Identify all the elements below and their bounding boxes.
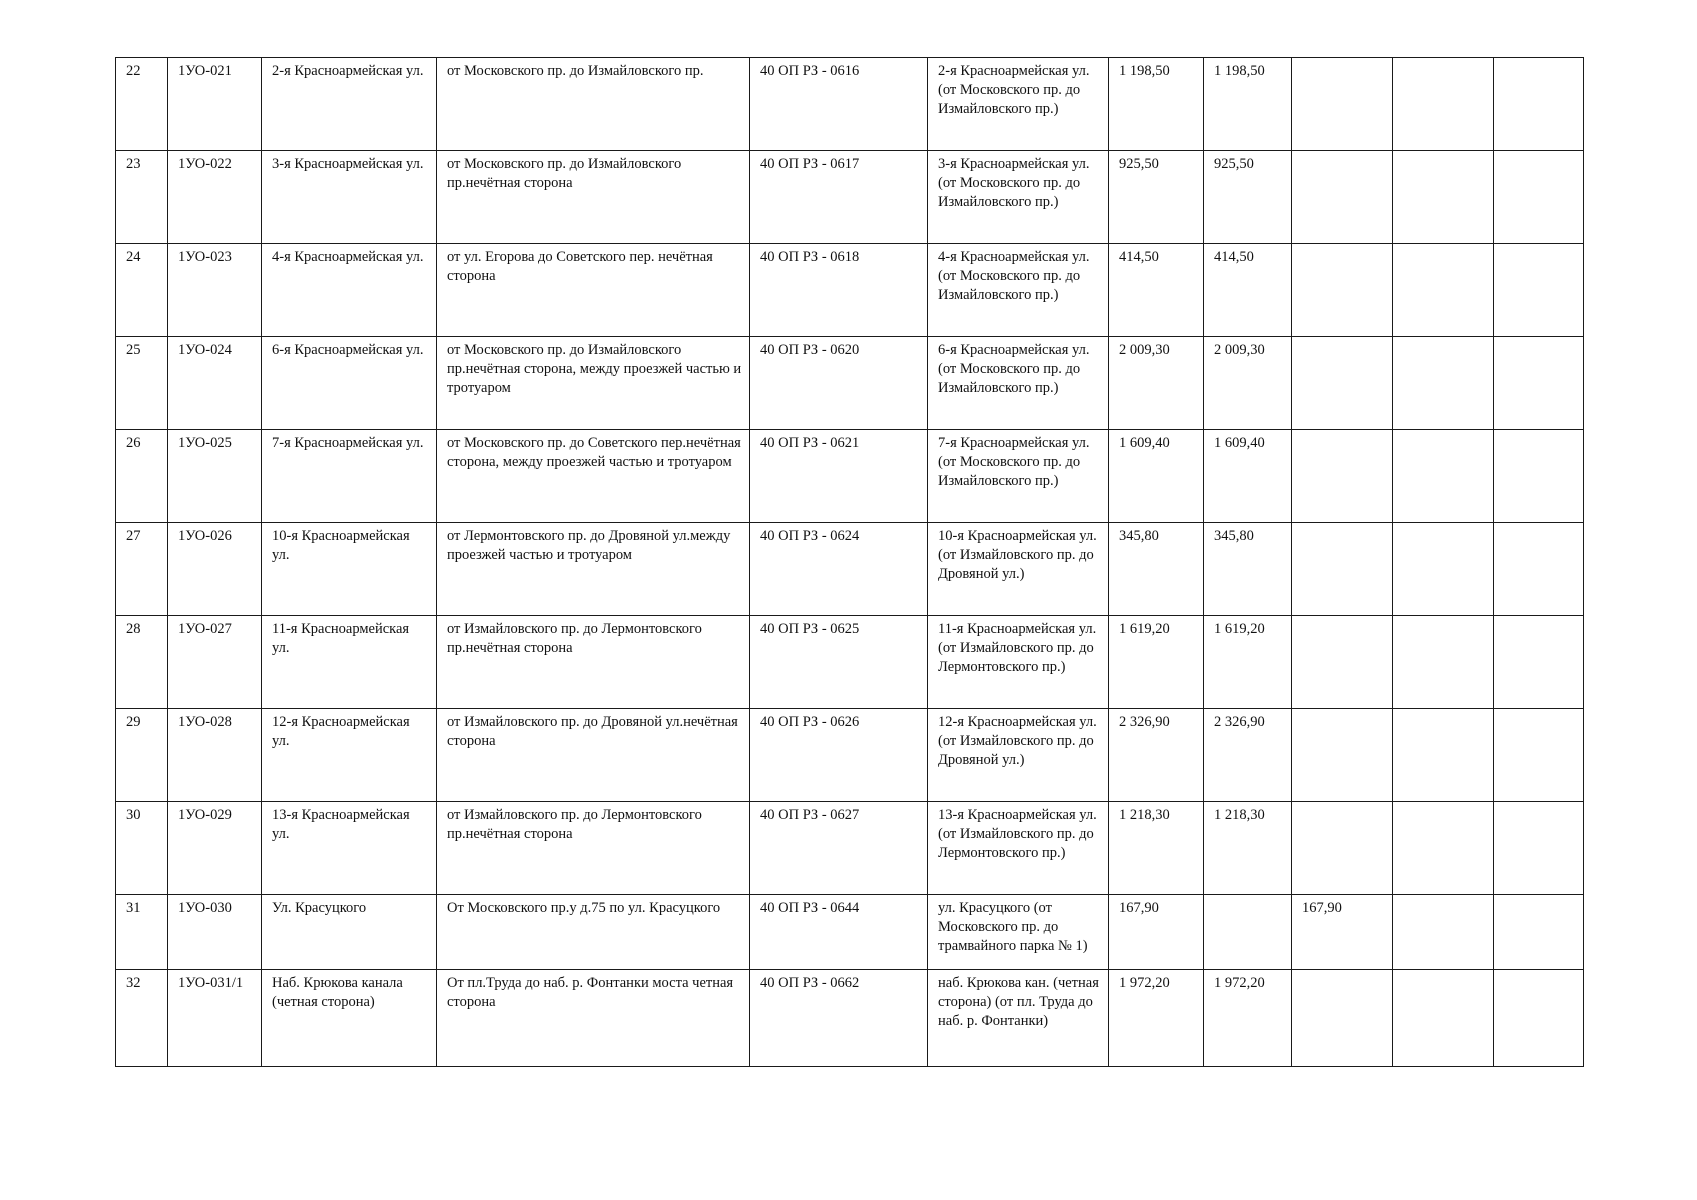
row-number-cell: 24 <box>116 244 168 337</box>
total-area-cell: 1 619,20 <box>1109 616 1204 709</box>
area-column-10-cell <box>1393 151 1494 244</box>
object-code-cell: 1УО-031/1 <box>168 970 262 1067</box>
area-column-10-cell <box>1393 244 1494 337</box>
area-column-10-cell <box>1393 58 1494 151</box>
area-column-9-cell <box>1292 337 1393 430</box>
section-description-cell: от Московского пр. до Измайловского пр.нечётная сторона, между проезжей частью и тротуаром <box>437 337 750 430</box>
object-code-cell: 1УО-024 <box>168 337 262 430</box>
area-column-11-cell <box>1494 616 1584 709</box>
row-number-cell: 32 <box>116 970 168 1067</box>
road-name-cell: 10-я Красноармейская ул. (от Измайловского пр. до Дровяной ул.) <box>928 523 1109 616</box>
total-area-cell: 167,90 <box>1109 895 1204 970</box>
row-number-cell: 30 <box>116 802 168 895</box>
table-row <box>116 58 1584 151</box>
area-column-9-cell <box>1292 151 1393 244</box>
area-column-9-cell <box>1292 523 1393 616</box>
area-column-9-cell <box>1292 58 1393 151</box>
area-column-8-cell: 1 218,30 <box>1204 802 1292 895</box>
table-row <box>116 709 1584 802</box>
street-name-cell: 12-я Красноармейская ул. <box>262 709 437 802</box>
total-area-cell: 1 218,30 <box>1109 802 1204 895</box>
section-description-cell: От пл.Труда до наб. р. Фонтанки моста четная сторона <box>437 970 750 1067</box>
table-row <box>116 802 1584 895</box>
area-column-11-cell <box>1494 802 1584 895</box>
area-column-11-cell <box>1494 430 1584 523</box>
area-column-8-cell <box>1204 895 1292 970</box>
street-name-cell: 2-я Красноармейская ул. <box>262 58 437 151</box>
street-name-cell: 3-я Красноармейская ул. <box>262 151 437 244</box>
table-row <box>116 895 1584 970</box>
road-registry-table <box>115 57 1584 1067</box>
document-sheet <box>115 57 1584 1067</box>
road-name-cell: 13-я Красноармейская ул. (от Измайловского пр. до Лермонтовского пр.) <box>928 802 1109 895</box>
object-code-cell: 1УО-025 <box>168 430 262 523</box>
object-code-cell: 1УО-027 <box>168 616 262 709</box>
area-column-9-cell <box>1292 709 1393 802</box>
table-row <box>116 616 1584 709</box>
row-number-cell: 25 <box>116 337 168 430</box>
table-row <box>116 430 1584 523</box>
road-name-cell: 12-я Красноармейская ул. (от Измайловского пр. до Дровяной ул.) <box>928 709 1109 802</box>
area-column-11-cell <box>1494 244 1584 337</box>
total-area-cell: 2 009,30 <box>1109 337 1204 430</box>
area-column-9-cell <box>1292 802 1393 895</box>
area-column-10-cell <box>1393 337 1494 430</box>
total-area-cell: 345,80 <box>1109 523 1204 616</box>
street-name-cell: 11-я Красноармейская ул. <box>262 616 437 709</box>
road-id-cell: 40 ОП РЗ - 0625 <box>750 616 928 709</box>
area-column-11-cell <box>1494 970 1584 1067</box>
area-column-10-cell <box>1393 523 1494 616</box>
street-name-cell: 6-я Красноармейская ул. <box>262 337 437 430</box>
row-number-cell: 26 <box>116 430 168 523</box>
area-column-8-cell: 414,50 <box>1204 244 1292 337</box>
total-area-cell: 925,50 <box>1109 151 1204 244</box>
object-code-cell: 1УО-028 <box>168 709 262 802</box>
section-description-cell: от Московского пр. до Измайловского пр. <box>437 58 750 151</box>
area-column-8-cell: 2 326,90 <box>1204 709 1292 802</box>
area-column-9-cell <box>1292 616 1393 709</box>
road-name-cell: 4-я Красноармейская ул. (от Московского пр. до Измайловского пр.) <box>928 244 1109 337</box>
area-column-11-cell <box>1494 337 1584 430</box>
street-name-cell: Ул. Красуцкого <box>262 895 437 970</box>
section-description-cell: от Измайловского пр. до Лермонтовского пр.нечётная сторона <box>437 802 750 895</box>
street-name-cell: 4-я Красноармейская ул. <box>262 244 437 337</box>
row-number-cell: 28 <box>116 616 168 709</box>
section-description-cell: от Московского пр. до Измайловского пр.нечётная сторона <box>437 151 750 244</box>
road-name-cell: 2-я Красноармейская ул. (от Московского пр. до Измайловского пр.) <box>928 58 1109 151</box>
table-row <box>116 151 1584 244</box>
street-name-cell: 10-я Красноармейская ул. <box>262 523 437 616</box>
table-row <box>116 523 1584 616</box>
street-name-cell: 7-я Красноармейская ул. <box>262 430 437 523</box>
area-column-8-cell: 1 609,40 <box>1204 430 1292 523</box>
road-id-cell: 40 ОП РЗ - 0616 <box>750 58 928 151</box>
area-column-8-cell: 1 972,20 <box>1204 970 1292 1067</box>
row-number-cell: 22 <box>116 58 168 151</box>
area-column-10-cell <box>1393 430 1494 523</box>
section-description-cell: От Московского пр.у д.75 по ул. Красуцкого <box>437 895 750 970</box>
area-column-10-cell <box>1393 895 1494 970</box>
object-code-cell: 1УО-026 <box>168 523 262 616</box>
area-column-9-cell <box>1292 244 1393 337</box>
table-row <box>116 970 1584 1067</box>
table-row <box>116 244 1584 337</box>
total-area-cell: 2 326,90 <box>1109 709 1204 802</box>
area-column-10-cell <box>1393 616 1494 709</box>
area-column-8-cell: 2 009,30 <box>1204 337 1292 430</box>
area-column-10-cell <box>1393 709 1494 802</box>
row-number-cell: 23 <box>116 151 168 244</box>
area-column-10-cell <box>1393 970 1494 1067</box>
row-number-cell: 31 <box>116 895 168 970</box>
total-area-cell: 1 609,40 <box>1109 430 1204 523</box>
area-column-11-cell <box>1494 151 1584 244</box>
area-column-9-cell <box>1292 430 1393 523</box>
table-row <box>116 337 1584 430</box>
street-name-cell: 13-я Красноармейская ул. <box>262 802 437 895</box>
total-area-cell: 1 198,50 <box>1109 58 1204 151</box>
area-column-8-cell: 925,50 <box>1204 151 1292 244</box>
area-column-9-cell: 167,90 <box>1292 895 1393 970</box>
row-number-cell: 27 <box>116 523 168 616</box>
area-column-11-cell <box>1494 895 1584 970</box>
area-column-11-cell <box>1494 58 1584 151</box>
road-id-cell: 40 ОП РЗ - 0662 <box>750 970 928 1067</box>
object-code-cell: 1УО-021 <box>168 58 262 151</box>
road-name-cell: 6-я Красноармейская ул. (от Московского пр. до Измайловского пр.) <box>928 337 1109 430</box>
road-name-cell: 7-я Красноармейская ул. (от Московского пр. до Измайловского пр.) <box>928 430 1109 523</box>
street-name-cell: Наб. Крюкова канала (четная сторона) <box>262 970 437 1067</box>
section-description-cell: от Измайловского пр. до Лермонтовского пр.нечётная сторона <box>437 616 750 709</box>
road-id-cell: 40 ОП РЗ - 0620 <box>750 337 928 430</box>
object-code-cell: 1УО-023 <box>168 244 262 337</box>
row-number-cell: 29 <box>116 709 168 802</box>
road-id-cell: 40 ОП РЗ - 0617 <box>750 151 928 244</box>
road-id-cell: 40 ОП РЗ - 0644 <box>750 895 928 970</box>
area-column-11-cell <box>1494 523 1584 616</box>
section-description-cell: от Московского пр. до Советского пер.нечётная сторона, между проезжей частью и тротуаром <box>437 430 750 523</box>
road-id-cell: 40 ОП РЗ - 0627 <box>750 802 928 895</box>
area-column-8-cell: 1 198,50 <box>1204 58 1292 151</box>
area-column-10-cell <box>1393 802 1494 895</box>
total-area-cell: 414,50 <box>1109 244 1204 337</box>
area-column-8-cell: 345,80 <box>1204 523 1292 616</box>
road-name-cell: ул. Красуцкого (от Московского пр. до трамвайного парка № 1) <box>928 895 1109 970</box>
object-code-cell: 1УО-030 <box>168 895 262 970</box>
area-column-8-cell: 1 619,20 <box>1204 616 1292 709</box>
road-id-cell: 40 ОП РЗ - 0618 <box>750 244 928 337</box>
area-column-9-cell <box>1292 970 1393 1067</box>
object-code-cell: 1УО-029 <box>168 802 262 895</box>
section-description-cell: от Измайловского пр. до Дровяной ул.нечётная сторона <box>437 709 750 802</box>
section-description-cell: от Лермонтовского пр. до Дровяной ул.между проезжей частью и тротуаром <box>437 523 750 616</box>
road-id-cell: 40 ОП РЗ - 0624 <box>750 523 928 616</box>
road-name-cell: 11-я Красноармейская ул. (от Измайловского пр. до Лермонтовского пр.) <box>928 616 1109 709</box>
object-code-cell: 1УО-022 <box>168 151 262 244</box>
section-description-cell: от ул. Егорова до Советского пер. нечётная сторона <box>437 244 750 337</box>
total-area-cell: 1 972,20 <box>1109 970 1204 1067</box>
area-column-11-cell <box>1494 709 1584 802</box>
road-name-cell: наб. Крюкова кан. (четная сторона) (от пл. Труда до наб. р. Фонтанки) <box>928 970 1109 1067</box>
road-name-cell: 3-я Красноармейская ул. (от Московского пр. до Измайловского пр.) <box>928 151 1109 244</box>
road-id-cell: 40 ОП РЗ - 0621 <box>750 430 928 523</box>
road-id-cell: 40 ОП РЗ - 0626 <box>750 709 928 802</box>
table-body <box>116 58 1584 1067</box>
